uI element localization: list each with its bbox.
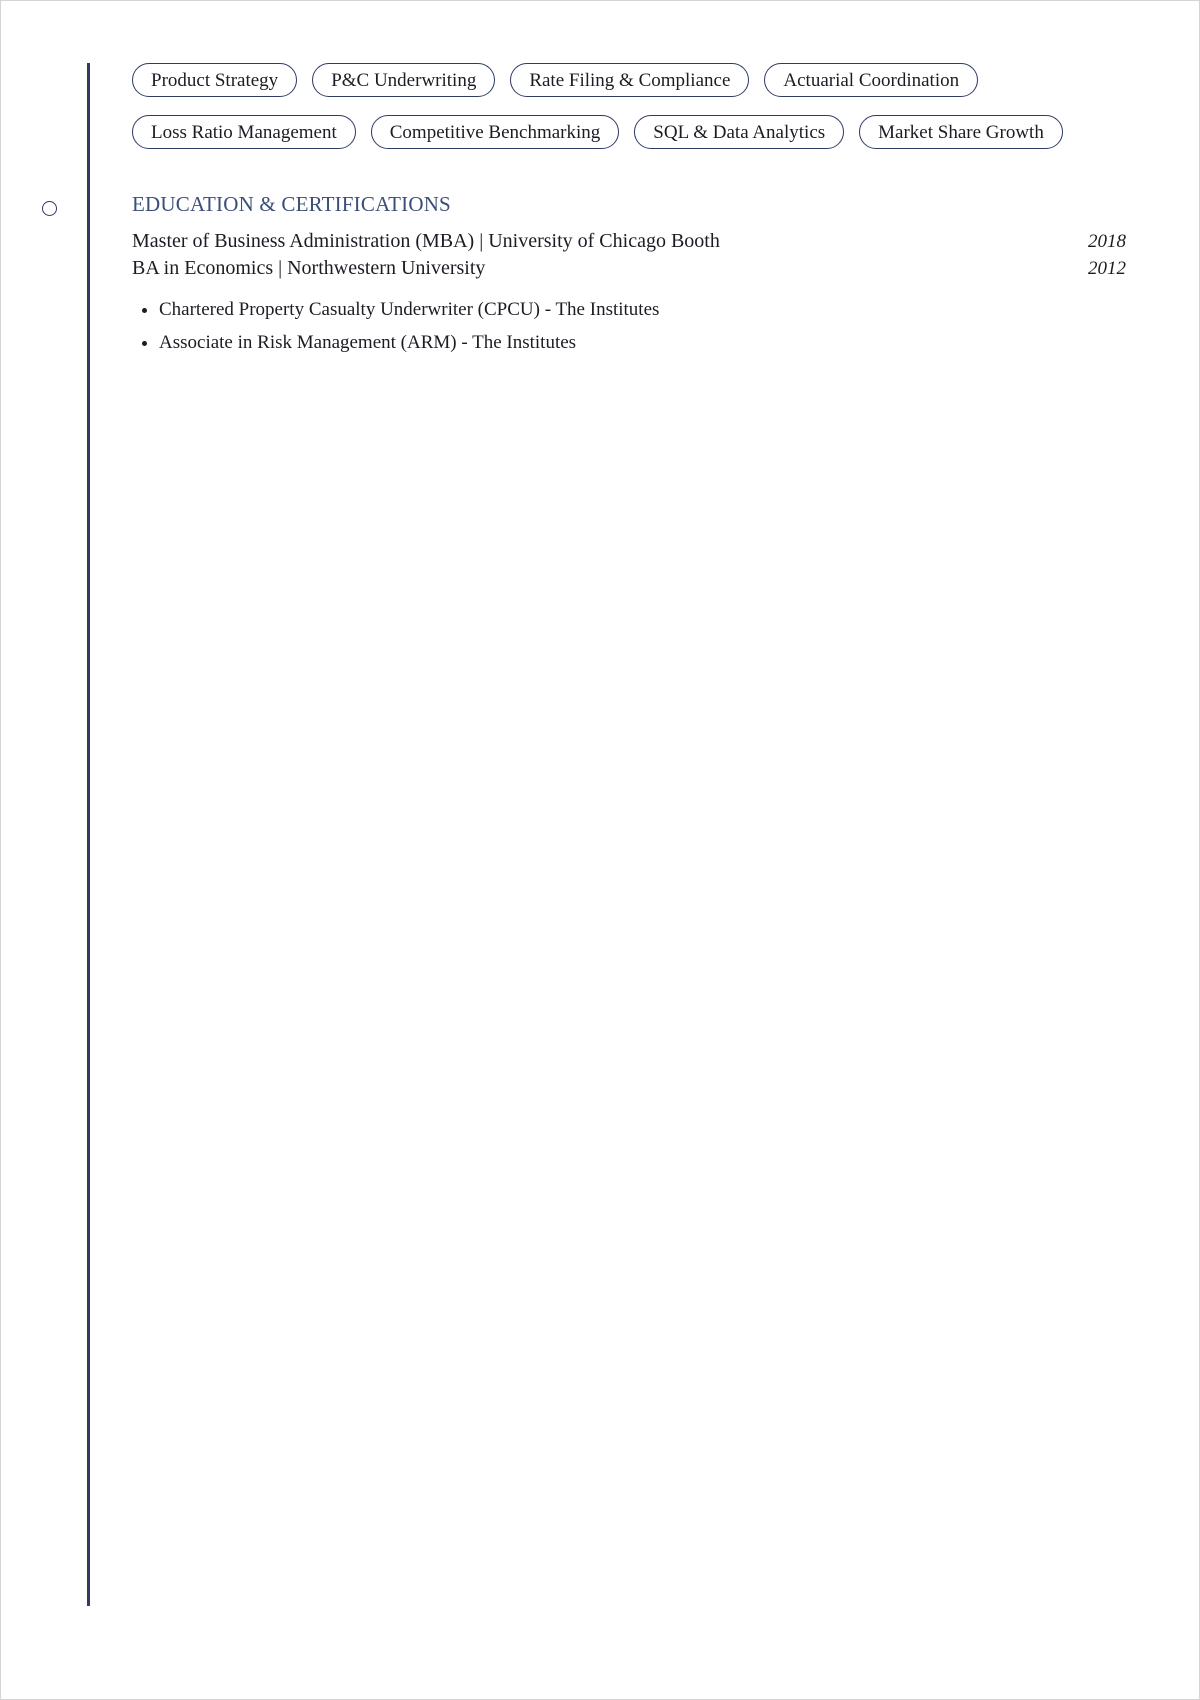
skills-list	[132, 63, 1112, 149]
skill-chip: Actuarial Coordination	[764, 63, 978, 97]
degree-title: BA in Economics | Northwestern University	[132, 257, 486, 279]
skill-chip: Product Strategy	[132, 63, 297, 97]
resume-content	[132, 63, 1126, 363]
degree-title: Master of Business Administration (MBA) | University of Chicago Booth	[132, 230, 720, 252]
skill-chip: SQL & Data Analytics	[634, 115, 844, 149]
degree-row	[132, 255, 1126, 282]
degree-row	[132, 228, 1126, 255]
skill-chip: P&C Underwriting	[312, 63, 495, 97]
skill-chip: Market Share Growth	[859, 115, 1063, 149]
skill-chip: Loss Ratio Management	[132, 115, 356, 149]
education-section-heading: EDUCATION & CERTIFICATIONS	[132, 192, 451, 216]
timeline-node-icon	[42, 201, 57, 216]
degree-year: 2012	[1088, 258, 1126, 279]
skill-chip: Rate Filing & Compliance	[510, 63, 749, 97]
degree-year: 2018	[1088, 231, 1126, 252]
certification-item: • Associate in Risk Management (ARM) - The Institutes	[159, 330, 1126, 356]
certification-item: • Chartered Property Casualty Underwriter (CPCU) - The Institutes	[159, 297, 1126, 323]
certifications-list	[132, 297, 1126, 356]
skill-chip: Competitive Benchmarking	[371, 115, 620, 149]
timeline-line	[87, 63, 90, 1606]
